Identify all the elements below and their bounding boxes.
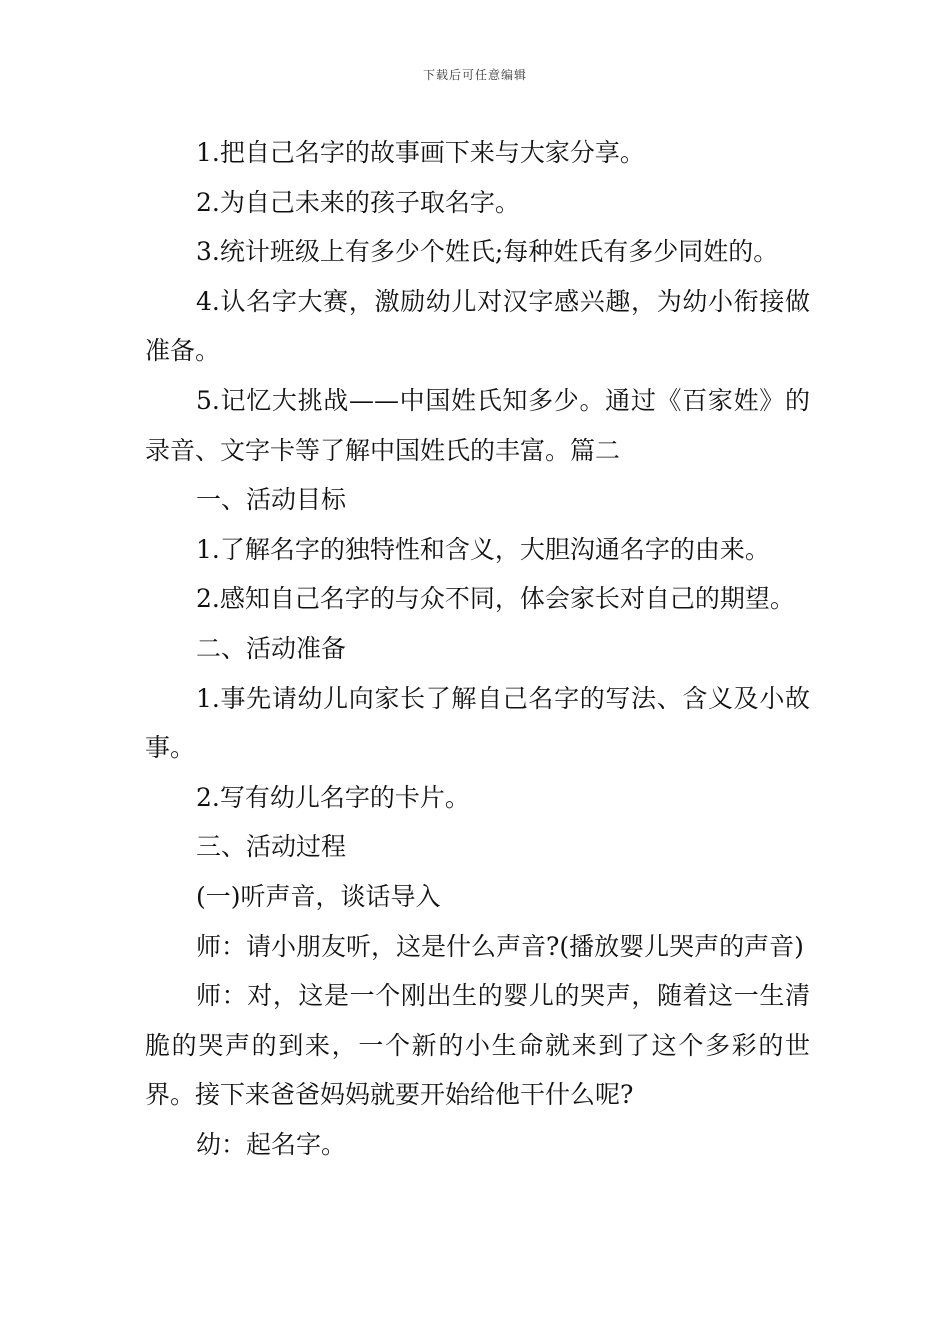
- paragraph-child-answer: 幼：起名字。: [196, 1129, 347, 1159]
- section-heading-goals: 一、活动目标: [196, 485, 347, 515]
- paragraph-goal-1: 1.了解名字的独特性和含义，大胆沟通名字的由来。: [196, 534, 770, 564]
- paragraph-2: 2.为自己未来的孩子取名字。: [196, 187, 520, 217]
- paragraph-3: 3.统计班级上有多少个姓氏;每种姓氏有多少同姓的。: [196, 237, 779, 267]
- paragraph-prep-1: 1.事先请幼儿向家长了解自己名字的写法、含义及小故事。: [145, 683, 810, 763]
- section-heading-preparation: 二、活动准备: [196, 633, 347, 663]
- paragraph-5: 5.记忆大挑战——中国姓氏知多少。通过《百家姓》的录音、文字卡等了解中国姓氏的丰富。篇二: [145, 385, 810, 465]
- document-body: [145, 128, 810, 1169]
- paragraph-4: 4.认名字大赛，激励幼儿对汉字感兴趣，为幼小衔接做准备。: [145, 286, 810, 366]
- paragraph-goal-2: 2.感知自己名字的与众不同，体会家长对自己的期望。: [196, 584, 795, 614]
- section-heading-process: 三、活动过程: [196, 832, 347, 862]
- paragraph-1: 1.把自己名字的故事画下来与大家分享。: [196, 138, 645, 167]
- paragraph-prep-2: 2.写有幼儿名字的卡片。: [196, 782, 470, 812]
- subheading-listen: (一)听声音，谈话导入: [196, 881, 441, 911]
- paragraph-teacher-1: 师：请小朋友听，这是什么声音?(播放婴儿哭声的声音): [196, 931, 804, 961]
- page-header: 下载后可任意编辑: [422, 68, 527, 82]
- paragraph-teacher-2: 师：对，这是一个刚出生的婴儿的哭声，随着这一生清脆的哭声的到来，一个新的小生命就来到了这个多彩的世界。接下来爸爸妈妈就要开始给他干什么呢?: [145, 981, 810, 1110]
